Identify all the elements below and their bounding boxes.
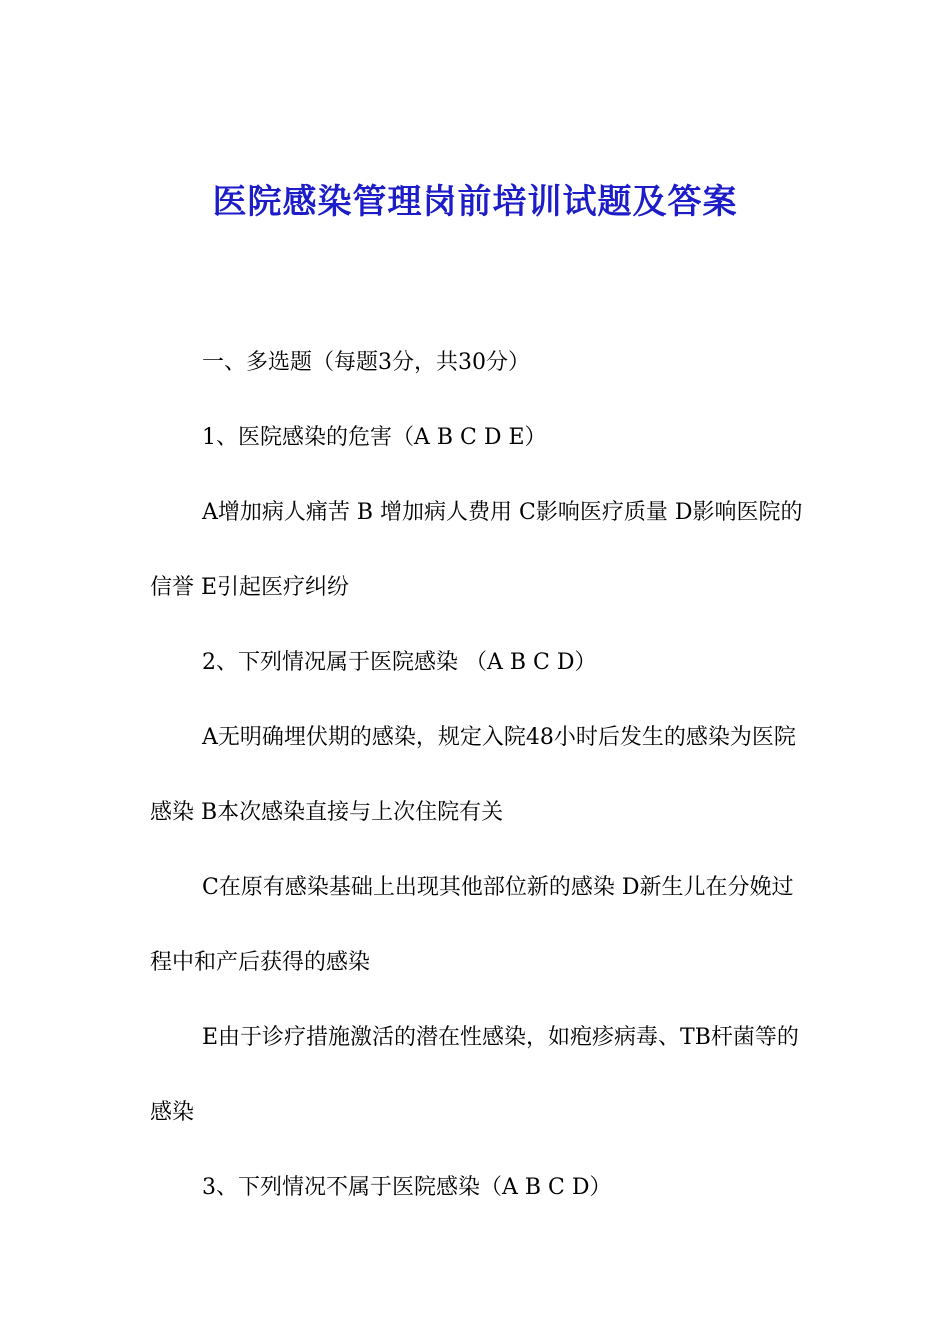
- question-1-options: A增加病人痛苦 B 增加病人费用 C影响医疗质量 D影响医院的信誉 E引起医疗纠纷: [150, 500, 803, 600]
- section-heading: 一、多选题（每题3分，共30分）: [202, 350, 530, 375]
- question-2-option-e: E由于诊疗措施激活的潜在性感染，如疱疹病毒、TB杆菌等的感染: [150, 1025, 799, 1125]
- document-title: 医院感染管理岗前培训试题及答案: [212, 182, 738, 222]
- question-2-option-cd: C在原有感染基础上出现其他部位新的感染 D新生儿在分娩过程中和产后获得的感染: [150, 875, 794, 975]
- document-body: [150, 325, 810, 1225]
- question-2: 2、下列情况属于医院感染 （A B C D）: [202, 650, 597, 675]
- question-3: 3、下列情况不属于医院感染（A B C D）: [202, 1175, 612, 1200]
- question-1: 1、医院感染的危害（A B C D E）: [202, 425, 547, 450]
- question-2-option-ab: A无明确埋伏期的感染，规定入院48小时后发生的感染为医院感染 B本次感染直接与上次住院有关: [150, 725, 796, 825]
